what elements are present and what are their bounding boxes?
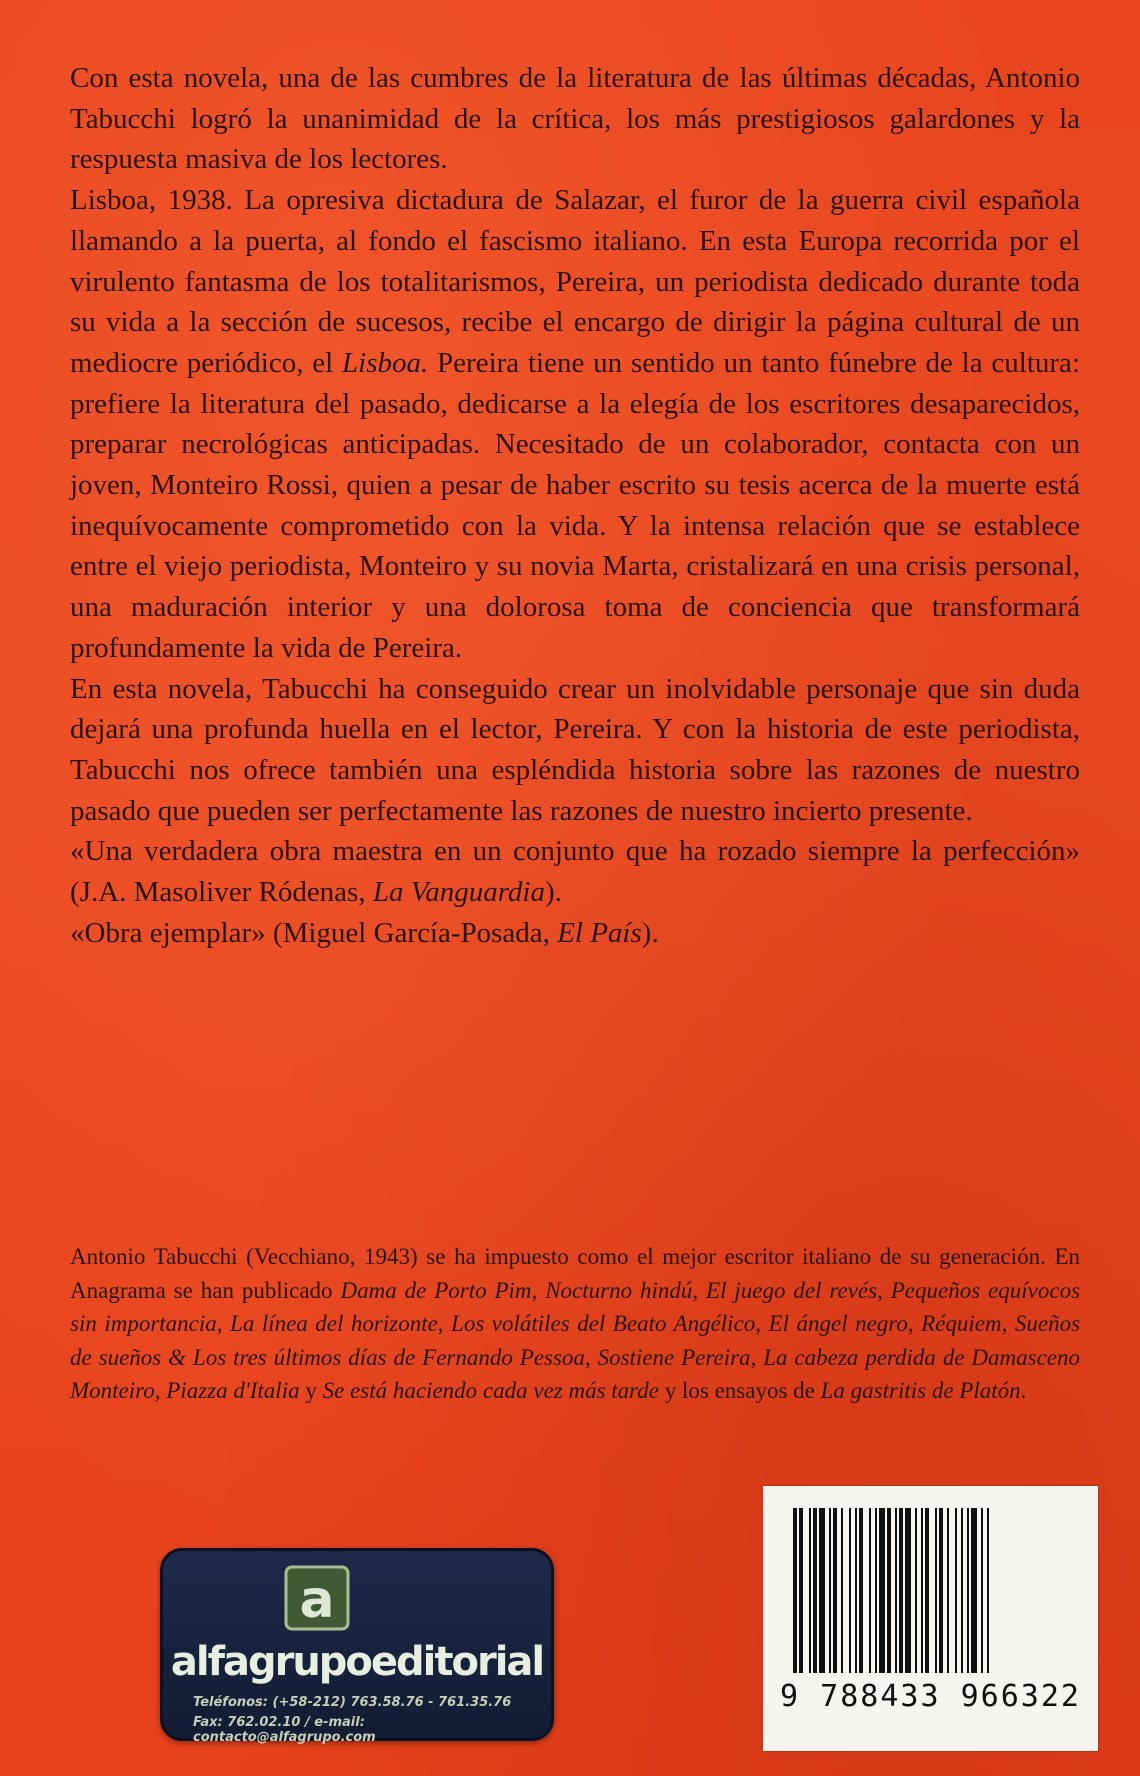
barcode-bar [955,1508,957,1673]
barcode-bar [869,1508,871,1673]
barcode-bars [791,1508,1071,1678]
bio-separator: , [584,1344,598,1370]
bio-title: Pequeños equívocos sin importancia [70,1277,1081,1336]
barcode-bar [899,1508,903,1673]
bio-title: El juego del revés [706,1277,878,1303]
bio-separator: , [755,1311,769,1336]
logo-letter: a [299,1570,335,1630]
author-bio-paragraph [70,1240,1080,1408]
review-quote-2-end: ). [641,916,659,949]
barcode-bar [895,1508,897,1673]
bio-separator: , [437,1311,452,1336]
barcode-bar [935,1508,937,1673]
review-quote-1-text: «Una verdadera obra maestra en un conjunto que ha rozado siempre la perfección» (J.A. Masoliver Ródenas, [70,835,1080,909]
bio-separator: , [216,1311,231,1336]
barcode-bar [987,1508,989,1673]
synopsis-paragraph-3: En esta novela, Tabucchi ha conseguido crear un inolvidable personaje que sin duda dejará una profunda huella en el lector, Pereira. Y con la historia de este periodista, Tabucchi nos ofrece también una espléndida historia sobre las razones de nuestro pasado que pueden ser perfectamente las razones de nuestro incierto presente. [70,672,1080,827]
barcode-bar [841,1508,843,1673]
barcode-bar [875,1508,877,1673]
bio-title: Se está haciendo cada vez más tarde [322,1378,659,1403]
barcode-bar [799,1508,803,1673]
synopsis-paragraph-2-text-b: Pereira tiene un sentido un tanto fúnebre de la cultura: prefiere la literatura del pasado, dedicarse a la elegía de los escritores desaparecidos, preparar necrológicas anticipadas. Necesitado de un colaborador, contacta con un joven, Monteiro Rossi, quien a pesar de haber escrito su tesis acerca de la muerte está inequívocamente comprometido con la vida. Y la intensa relación que se establece entre el viejo periodista, Monteiro y su novia Marta, cristalizará en una crisis personal, una maduración interior y una dolorosa toma de conciencia que transformará profundamente la vida de Pereira. [70,346,1080,664]
bio-title: La gastritis de Platón [820,1378,1021,1403]
bio-title: La línea del horizonte [230,1311,438,1336]
bio-separator: , [531,1277,546,1303]
bio-separator: , [750,1344,764,1370]
barcode-bar [961,1508,963,1673]
bio-title: La cabeza perdida de Damasceno Monteiro [70,1344,1081,1403]
publisher-phone: Teléfonos: (+58-212) 763.58.76 - 761.35.76 [193,1695,512,1710]
bio-separator: , [877,1277,891,1303]
bio-separator: , [907,1311,922,1336]
barcode-bar [981,1508,983,1673]
bio-title: Sostiene Pereira [597,1344,751,1370]
bio-title: Réquiem [921,1311,1002,1336]
barcode-bar [887,1508,891,1673]
barcode-bar [829,1508,831,1673]
distributor-sticker [160,1548,554,1745]
barcode-bar [925,1508,929,1673]
publisher-name: alfagrupoeditorial [170,1639,544,1685]
barcode-bar [809,1508,811,1673]
isbn-number: 9 788433 966322 [780,1679,1081,1714]
barcode-bar [819,1508,825,1673]
synopsis-paragraph-2-text-a: Lisboa, 1938. La opresiva dictadura de Salazar, el furor de la guerra civil española llamando a la puerta, al fondo el fascismo italiano. En esta Europa recorrida por el virulento fantasma de los totalitarismos, Pereira, un periodista dedicado durante toda su vida a la sección de sucesos, recibe el encargo de dirigir la página cultural de un mediocre periódico, el [70,184,1080,379]
bio-separator: , [692,1277,707,1303]
barcode-bar [813,1508,817,1673]
barcode-bar [855,1508,857,1673]
synopsis-paragraph-1: Con esta novela, una de las cumbres de la literatura de las últimas décadas, Antonio Tabucchi logró la unanimidad de la crítica, los más prestigiosos galardones y la respuesta masiva de los lectores. [70,62,1080,176]
review-quote-2-source: El País [557,916,642,949]
bio-title: Sueños de sueños & Los tres últimos días de Fernando Pessoa [70,1311,1081,1370]
barcode-bar [967,1508,969,1673]
barcode-bar [879,1508,885,1673]
bio-and: y [299,1378,323,1403]
barcode-bar [947,1508,949,1673]
review-quote-1-source: La Vanguardia [372,876,545,909]
barcode-bar [921,1508,923,1673]
barcode-bar [859,1508,863,1673]
barcode-bar [971,1508,977,1673]
bio-separator: , [154,1378,167,1403]
newspaper-title: Lisboa. [342,346,429,379]
bio-title: Piazza d'Italia [166,1378,300,1403]
review-quote-2-text: «Obra ejemplar» (Miguel García-Posada, [70,916,558,949]
isbn-barcode [763,1486,1098,1751]
barcode-bar [849,1508,851,1673]
alfagrupo-logo-icon [284,1565,350,1631]
review-quote-1-end: ). [545,876,562,909]
barcode-bar [939,1508,943,1673]
barcode-bar [915,1508,917,1673]
synopsis [70,58,1080,953]
barcode-bar [833,1508,837,1673]
bio-title: El ángel negro [768,1311,908,1336]
review-quote-2 [70,913,1080,954]
bio-title: Nocturno hindú [545,1277,693,1303]
author-bio [70,1240,1080,1408]
publisher-fax: Fax: 762.02.10 / e-mail: contacto@alfagrupo.com [193,1715,376,1745]
barcode-bar [793,1508,797,1673]
bio-title: Los volátiles del Beato Angélico [451,1311,756,1336]
bio-title: Dama de Porto Pim [340,1277,532,1303]
bio-end: . [1020,1378,1027,1403]
synopsis-paragraph-2 [70,180,1080,668]
review-quote-1 [70,831,1080,912]
barcode-bar [905,1508,911,1673]
bio-separator: , [1001,1311,1015,1336]
bio-and-essays: y los ensayos de [659,1378,821,1403]
bio-intro: Antonio Tabucchi (Vecchiano, 1943) se ha impuesto como el mejor escritor italiano de su generación. En Anagrama se han publicado [70,1244,1080,1303]
